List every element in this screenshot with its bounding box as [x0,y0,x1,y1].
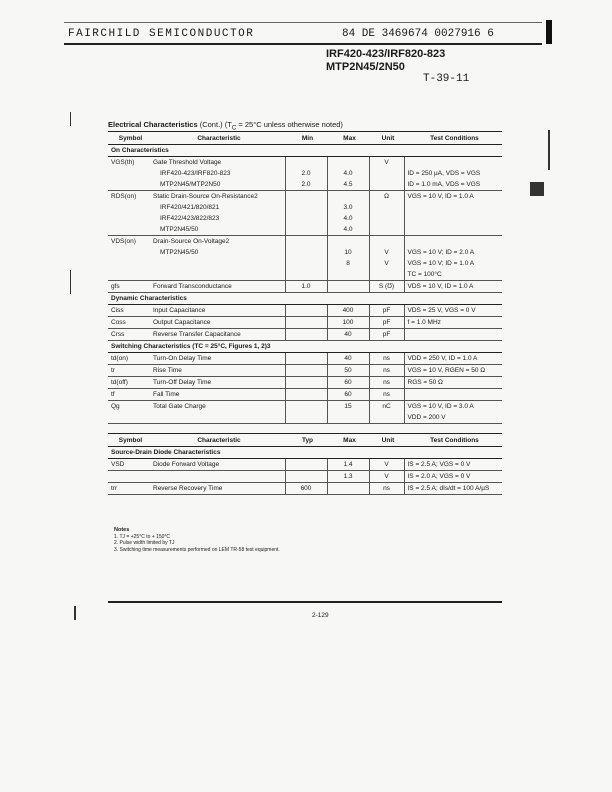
col-test: Test Conditions [404,132,502,145]
cell-test: IS = 2.5 A; dIs/dt = 100 A/µS [404,483,502,495]
table-title [108,120,343,132]
cell-symbol: RDS(on) [111,193,137,200]
cell-unit: pF [369,317,404,329]
cell-symbol: td(off) [108,377,150,389]
notes-title: Notes [114,527,130,533]
cell-test: VDD = 200 V [404,412,502,424]
cell-char: Forward Transconductance [150,281,285,293]
cell-test: ID = 1.0 mA, VDS = VGS [404,179,502,191]
table-row [108,365,502,377]
side-tab-mark [530,182,544,196]
cell-unit: ns [369,483,404,495]
cell-char: Output Capacitance [150,317,285,329]
cell-unit: V [369,258,404,269]
col-min: Min [285,132,327,145]
characteristics-table [108,131,502,495]
cell-symbol: Ciss [108,305,150,317]
cell-max: 50 [327,365,369,377]
table-row [108,377,502,389]
col-typ: Typ [285,434,327,447]
cell-typ: 600 [285,483,327,495]
cell-max: 1.4 [327,459,369,471]
handwritten-note: T-39-11 [423,73,470,85]
table-row [108,247,502,258]
col-characteristic: Characteristic [150,434,285,447]
cell-test: VGS = 10 V, RGEN = 50 Ω [404,365,502,377]
col-unit: Unit [369,434,404,447]
cell-unit: ns [369,365,404,377]
table-row [108,224,502,236]
cell-test: VDS = 10 V, ID = 1.0 A [404,281,502,293]
cell-test: VGS = 10 V; ID = 1.0 A [404,258,502,269]
cell-test: VGS = 10 V, ID = 1.0 A [404,191,502,203]
cell-max: 40 [327,353,369,365]
cell-char: Input Capacitance [150,305,285,317]
cell-symbol: VGS(th) [111,159,135,166]
cell-unit: V [369,157,404,169]
cell-max: 40 [327,329,369,341]
header-top-rule [64,22,542,23]
table-row [108,329,502,341]
cell-unit: S (Ʊ) [369,281,404,293]
cell-symbol: Coss [108,317,150,329]
table-row [108,191,502,203]
table-row [108,258,502,269]
cell-char: Total Gate Charge [153,403,206,410]
table-row [108,317,502,329]
cell-char: Reverse Recovery Time [150,483,285,495]
col-symbol: Symbol [108,132,150,145]
title-tail: = 25°C unless otherwise noted) [236,120,343,129]
cell-test: RGS = 50 Ω [404,377,502,389]
cell-char: Drain-Source On-Voltage2 [153,238,230,245]
table-row [108,401,502,413]
col-symbol: Symbol [108,434,150,447]
cell-symbol: Qg [111,403,120,410]
cell-test: VGS = 10 V, ID = 3.0 A [404,401,502,413]
cell-max: 60 [327,377,369,389]
margin-mark [548,130,550,170]
table-row [108,412,502,424]
company-name: FAIRCHILD SEMICONDUCTOR [68,28,255,40]
table-row [108,353,502,365]
margin-mark [70,270,71,294]
title-rest: (Cont.) (T [197,120,232,129]
cell-test: f = 1.0 MHz [404,317,502,329]
title-bold: Electrical Characteristics [108,120,198,129]
cell-unit: ns [369,389,404,401]
notes [114,527,280,553]
cell-char: MTP2N45/50 [150,224,285,236]
table-row [108,236,502,248]
table-row [108,168,502,179]
col-test: Test Conditions [404,434,502,447]
col-max: Max [327,132,369,145]
cell-unit: V [369,247,404,258]
table-row [108,213,502,224]
cell-char: IRF422/423/822/823 [160,215,220,222]
section-switching: Switching Characteristics (TC = 25°C, Figures 1, 2)3 [108,341,502,353]
part-number-line1: IRF420-423/IRF820-823 [326,48,446,60]
table-row [108,305,502,317]
col-max: Max [327,434,369,447]
table-row [108,389,502,401]
cell-max: 4.0 [327,168,369,179]
header-rule [64,43,542,45]
cell-test: IS = 2.0 A; VGS = 0 V [404,471,502,483]
cell-char: Turn-Off Delay Time [150,377,285,389]
cell-test: VGS = 10 V; ID = 2.0 A [404,247,502,258]
table-row [108,157,502,169]
cell-symbol: tf [108,389,150,401]
table-header [108,132,502,145]
cell-symbol: trr [108,483,150,495]
header-bar-mark [546,20,552,44]
cell-char: IRF420/421/820/821 [160,204,220,211]
note-3: 3. Switching time measurements performed on LEM TR-58 test equipment. [114,546,280,553]
cell-char: IRF420-423/IRF820-823 [160,170,231,177]
section-on: On Characteristics [108,145,502,157]
table-row [108,459,502,471]
section-dynamic: Dynamic Characteristics [108,293,502,305]
cell-unit: V [369,471,404,483]
cell-unit: V [369,459,404,471]
cell-max: 100 [327,317,369,329]
cell-symbol: tr [108,365,150,377]
cell-test: VDD = 250 V, ID = 1.0 A [404,353,502,365]
note-2: 2. Pulse width limited by TJ [114,540,175,546]
cell-symbol: gfs [108,281,150,293]
cell-max: 60 [327,389,369,401]
cell-char: Static Drain-Source On-Resistance2 [153,193,258,200]
cell-test: IS = 2.5 A; VGS = 0 V [404,459,502,471]
cell-symbol: VDS(on) [111,238,136,245]
cell-max: 400 [327,305,369,317]
cell-char: MTP2N45/50 [160,249,199,256]
cell-char: Turn-On Delay Time [150,353,285,365]
table-row [108,281,502,293]
header-code: 84 DE 3469674 0027916 6 [342,28,494,40]
table-row [108,483,502,495]
cell-char: Gate Threshold Voltage [153,159,222,166]
cell-min: 2.0 [285,168,327,179]
page-number: 2-129 [312,612,329,619]
cell-char: Rise Time [150,365,285,377]
part-number-line2: MTP2N45/2N50 [326,61,405,73]
cell-max: 8 [327,258,369,269]
cell-symbol: VSD [108,459,150,471]
cell-test: TC = 100°C [404,269,502,281]
cell-max: 10 [327,247,369,258]
cell-char: Diode Forward Voltage [150,459,285,471]
cell-min: 1.0 [285,281,327,293]
cell-symbol: Crss [108,329,150,341]
cell-symbol: td(on) [108,353,150,365]
table-header-2 [108,434,502,447]
cell-max: 4.0 [327,224,369,236]
cell-char: Reverse Transfer Capacitance [150,329,285,341]
cell-max: 4.5 [327,179,369,191]
cell-test: VDS = 25 V, VGS = 0 V [404,305,502,317]
margin-mark [70,112,71,126]
cell-max: 3.0 [327,202,369,213]
col-characteristic: Characteristic [150,132,285,145]
cell-max: 15 [327,401,369,413]
cell-unit: ns [369,353,404,365]
note-1: 1. TJ = +25°C to + 150°C [114,533,171,540]
table-row [108,269,502,281]
cell-unit: pF [369,305,404,317]
footer-rule [108,601,502,603]
section-diode: Source-Drain Diode Characteristics [108,447,502,459]
cell-char: MTP2N45/MTP2N50 [150,179,285,191]
margin-mark [74,606,76,620]
cell-min: 2.0 [285,179,327,191]
title-sub: C [231,124,237,132]
col-unit: Unit [369,132,404,145]
cell-unit: pF [369,329,404,341]
table-row [108,202,502,213]
cell-unit: nC [369,401,404,413]
cell-unit: Ω [369,191,404,203]
cell-char: Fall Time [150,389,285,401]
table-row [108,179,502,191]
cell-test: ID = 250 µA, VDS = VGS [404,168,502,179]
cell-unit: ns [369,377,404,389]
cell-max: 1.3 [327,471,369,483]
table-row [108,471,502,483]
cell-max: 4.0 [327,213,369,224]
